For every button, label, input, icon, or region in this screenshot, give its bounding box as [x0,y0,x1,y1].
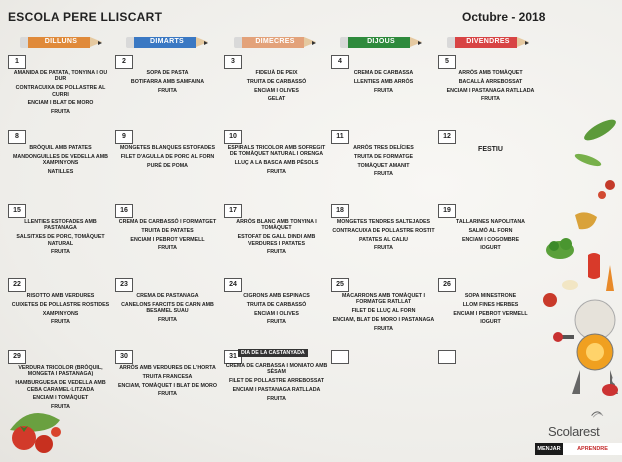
dish-item: FILET DE POLLASTRE ARREBOSSAT [228,378,325,385]
dish-list [224,145,329,178]
dish-list [115,293,220,326]
dish-item: ENCIAM I OLIVES [254,310,299,317]
dish-item: FRUITA [50,249,71,256]
day-cell [8,350,113,418]
dish-item: ENCIAM I OLIVES [254,87,299,94]
day-cell [224,130,329,198]
dish-item: FRUITA [50,109,71,116]
dish-item: FRUITA [157,87,178,94]
day-number: 31 [224,350,242,364]
dish-item: FRUITA [266,169,287,175]
day-cell [115,278,220,346]
dish-item: SOPA DE PASTA [146,70,189,76]
dish-item: TOMÀQUET AMANIT [357,162,410,169]
dish-item: FRUITA [373,171,394,178]
dish-list [8,145,113,178]
dish-list [224,293,329,328]
dish-list [438,70,543,105]
day-cell [224,278,329,346]
dish-item: TRUITA FRANCESA [142,373,193,380]
day-number: 9 [115,130,133,144]
day-cell [8,204,113,272]
dish-list [438,293,543,328]
slogan-part-2: APRENDRE [563,443,622,455]
dish-item: BRÒQUIL AMB PATATES [29,145,92,151]
dish-item: TRUITA DE CARBASSÓ [246,301,307,308]
dish-item: CREMA DE CARBASSÓ I FORMATGET [118,219,217,225]
dish-item: LLOM FINES HERBES [462,301,519,308]
dish-item: CREMA DE CARBASSA [353,70,414,76]
day-number: 2 [115,55,133,69]
dish-item: FILET DE LLUÇ AL FORN [351,308,416,315]
dish-item: TALLARINES NAPOLITANA [456,219,525,225]
day-number: 4 [331,55,349,69]
dish-item: XAMPINYONS [42,310,79,317]
dish-item: FRUITA [50,319,71,326]
dish-item: TRUITA DE CARBASSÓ [246,78,307,85]
dish-item: ENCIAM I PASTANAGA RATLLADA [232,387,321,393]
day-number: 5 [438,55,456,69]
day-number: 22 [8,278,26,292]
day-number: 12 [438,130,456,144]
dish-item: RISOTTO AMB VERDURES [26,293,95,299]
dish-list [8,293,113,328]
holiday-label: FESTIU [478,146,503,153]
dish-item: FRUITA [50,404,71,411]
dish-item: FRUITA [157,317,178,323]
dish-list [115,365,220,400]
dish-item: ARRÒS BLANC AMB TONYINA I TOMÀQUET [236,219,317,232]
dish-list [8,70,113,118]
dish-item: ENCIAM I TOMÀQUET [32,395,89,402]
dish-item: HAMBURGUESA DE VEDELLA AMB CEBA CARAMEL·LITZADA [15,380,106,393]
dish-item: SALMÓ AL FORN [468,227,513,234]
dish-item: ARRÒS AMB TOMÀQUET [458,70,523,76]
dish-item: NATILLES [47,169,74,175]
dish-item: PURÉ DE POMA [147,162,188,169]
dish-item: ENCIAM I PASTANAGA RATLLADA [446,87,535,94]
dish-list [115,70,220,96]
day-cell [438,278,543,346]
day-number: 15 [8,204,26,218]
dish-item: PATATES AL CALIU [358,236,409,243]
dish-list [115,219,220,254]
dish-item: CONTRACUIXA DE POLLASTRE AL CURRI [15,85,106,98]
dish-item: FRUITA [373,245,394,252]
dish-list [224,70,329,105]
day-cell [224,55,329,123]
weekday-label: DILLUNS [44,38,78,45]
dish-item: FRUITA [266,395,287,402]
dish-item: SALSITXES DE PORC, TOMÀQUET NATURAL [16,234,105,247]
dish-list [8,219,113,258]
dish-item: MONGETES TENDRES SALTEJADES [336,219,431,225]
dish-list [331,70,436,96]
dish-item: FRUITA [266,249,287,256]
day-cell [438,55,543,123]
dish-item: ENCIAM, TOMÀQUET I BLAT DE MORO [118,382,217,389]
dish-item: FRUITA [480,96,501,103]
dish-item: LLUÇ A LA BASCA AMB PÈSOLS [234,160,319,167]
dish-item: CANELONS FARCITS DE CARN AMB BESAMEL SUAU [121,301,214,315]
dish-list [438,219,543,254]
day-number: 19 [438,204,456,218]
dish-item: TRUITA DE PATATES [141,227,194,234]
dish-list [8,365,113,413]
day-cell [438,350,543,418]
slogan-part-1: MENJAR [535,443,563,455]
day-number: 3 [224,55,242,69]
weekday-label: DIVENDRES [466,38,510,45]
dish-item: FRUITA [157,391,178,398]
day-cell [8,278,113,346]
pencil-icon [234,37,316,48]
dish-list [115,145,220,171]
dish-item: MANDONGUILLES DE VEDELLA AMB XAMPINYONS [13,153,108,167]
pencil-icon [20,37,102,48]
dish-item: ENCIAM I PEBROT VERMELL [453,310,528,317]
dish-item: CREMA DE CARBASSA I MONIATO AMB SÈSAM [225,363,328,376]
day-number: 16 [115,204,133,218]
dish-item: BOTIFARRA AMB SAMFAINA [130,78,205,85]
dish-list [331,219,436,254]
day-number: 30 [115,350,133,364]
dish-item: TRUITA DE FORMATGE [353,153,414,160]
dish-item: ENCIAM, BLAT DE MORO I PASTANAGA [332,317,435,323]
dish-item: FIDEUÀ DE PEIX [255,70,298,76]
dish-item: VERDURA TRICOLOR (BRÒQUIL, MONGETA I PASTANAGA) [18,365,103,378]
scolarest-logo-icon [590,406,620,422]
day-cell [438,204,543,272]
day-number: 18 [331,204,349,218]
day-cell [331,204,436,272]
dish-item: FRUITA [373,325,394,332]
dish-list [331,293,436,335]
day-number: 26 [438,278,456,292]
dish-item: ENCIAM I BLAT DE MORO [27,100,94,107]
day-number: 24 [224,278,242,292]
day-number [438,350,456,364]
day-number [331,350,349,364]
day-cell [224,204,329,272]
vegetables-decoration [540,90,622,420]
weekday-label: DIJOUS [367,38,395,45]
dish-item: MONGETES BLANQUES ESTOFADES [120,145,215,151]
pencil-icon [340,37,422,48]
day-number: 1 [8,55,26,69]
day-cell [331,55,436,123]
dish-item: BACALLÀ ARREBOSSAT [458,78,523,85]
day-cell [115,204,220,272]
day-number: 29 [8,350,26,364]
dish-item: ESPIRALS TRICOLOR AMB SOFREGIT DE TOMÀQUET NATURAL I ORENGA [227,145,326,158]
dish-item: ENCIAM I COGOMBRE [461,236,520,243]
day-cell [331,350,436,418]
dish-item: GELAT [267,96,286,103]
dish-item: LLENTIES ESTOFADES AMB PASTANAGA [24,219,97,232]
dish-item: CIGRONS AMB ESPINACS [243,293,310,299]
day-cell [438,130,543,198]
day-cell [8,130,113,198]
day-cell [115,350,220,418]
pencil-icon [447,37,529,48]
weekday-label: DIMECRES [255,38,295,45]
dish-item: AMANIDA DE PATATA, TONYINA I OU DUR [13,70,108,83]
day-number: 11 [331,130,349,144]
dish-item: FRUITA [157,245,178,252]
dish-item: FILET D'AGULLA DE PORC AL FORN [120,153,215,160]
dish-item: ARRÒS AMB VERDURES DE L'HORTA [119,365,216,371]
weekday-label: DIMARTS [150,38,184,45]
day-cell [115,55,220,123]
day-number: 10 [224,130,242,144]
day-number: 8 [8,130,26,144]
dish-list [224,219,329,258]
day-cell [8,55,113,123]
event-tag: DIA DE LA CASTANYADA [238,349,308,357]
dish-item: CONTRACUIXA DE POLLASTRE ROSTIT [332,227,435,234]
dish-item: FRUITA [266,319,287,326]
dish-item: IOGURT [480,245,501,252]
dish-list [331,145,436,180]
day-cell [115,130,220,198]
dish-item: FRUITA [373,87,394,94]
dish-item: ENCIAM I PEBROT VERMELL [130,236,205,243]
dish-item: LLENTIES AMB ARRÒS [353,78,414,85]
day-cell [331,278,436,346]
dish-item: ARRÒS TRES DELÍCIES [353,145,414,151]
brand-slogan [535,443,622,455]
day-number: 23 [115,278,133,292]
dish-item: MACARRONS AMB TOMÀQUET I FORMATGE RATLLAT [342,293,425,306]
day-number: 25 [331,278,349,292]
dish-list [224,363,329,405]
month-title: Octubre - 2018 [462,10,546,24]
dish-item: ESTOFAT DE GALL DINDI AMB VERDURES I PATATES [237,234,316,247]
dish-item: IOGURT [480,319,501,326]
day-cell [224,350,329,418]
day-number: 17 [224,204,242,218]
pencil-icon [126,37,208,48]
day-cell [331,130,436,198]
dish-item: CUIXETES DE POLLASTRE ROSTIDES [11,301,110,308]
brand-name: Scolarest [548,424,600,439]
school-name: ESCOLA PERE LLISCART [8,10,163,24]
dish-item: CREMA DE PASTANAGA [136,293,199,299]
dish-item: SOPA MINESTRONE [464,293,517,299]
